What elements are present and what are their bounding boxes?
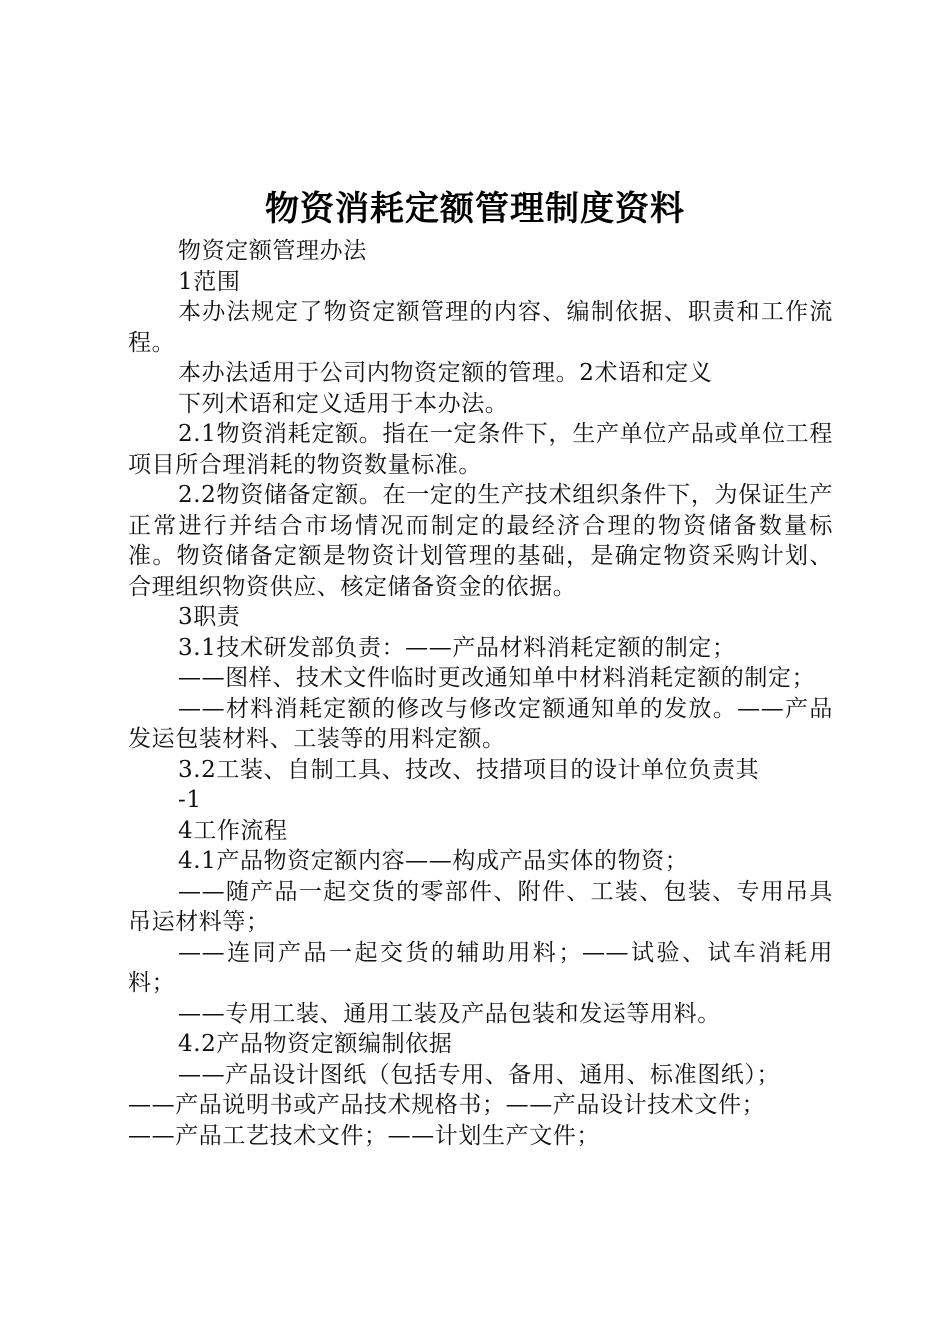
paragraph: ——图样、技术文件临时更改通知单中材料消耗定额的制定； xyxy=(178,665,816,691)
paragraph: 4.1产品物资定额内容——构成产品实体的物资； xyxy=(178,848,689,874)
paragraph: ——随产品一起交货的零部件、附件、工装、包装、专用吊具吊运材料等； xyxy=(128,878,833,935)
paragraph: 3.2工装、自制工具、技改、技措项目的设计单位负责其 xyxy=(178,756,760,783)
paragraph: 2.1物资消耗定额。指在一定条件下，生产单位产品或单位工程项目所合理消耗的物资数量标准。 xyxy=(128,421,833,478)
paragraph: 本办法适用于公司内物资定额的管理。2术语和定义 xyxy=(178,360,713,386)
document-body xyxy=(128,236,833,1151)
paragraph: ——产品设计图纸（包括专用、备用、通用、标准图纸）； xyxy=(178,1061,781,1088)
paragraph: ——专用工装、通用工装及产品包装和发运等用料。 xyxy=(178,1000,721,1027)
paragraph: 2.2物资储备定额。在一定的生产技术组织条件下，为保证生产正常进行并结合市场情况而制定的最经济合理的物资储备数量标准。物资储备定额是物资计划管理的基础，是确定物资采购计划、合理组织物资供应、核定储备资金的依据。 xyxy=(128,482,833,600)
paragraph: 下列术语和定义适用于本办法。 xyxy=(178,390,509,417)
paragraph: 3.1技术研发部负责：——产品材料消耗定额的制定； xyxy=(178,634,736,661)
paragraph: 本办法规定了物资定额管理的内容、编制依据、职责和工作流程。 xyxy=(128,299,833,356)
paragraph: 物资定额管理办法 xyxy=(178,238,367,264)
document-title: 物资消耗定额管理制度资料 xyxy=(265,189,685,229)
page-number: -1 xyxy=(178,787,202,813)
section-heading: 1范围 xyxy=(178,268,241,295)
paragraph: ——产品工艺技术文件；——计划生产文件； xyxy=(128,1122,600,1149)
paragraph: ——产品说明书或产品技术规格书；——产品设计技术文件； xyxy=(128,1092,766,1118)
section-heading: 4工作流程 xyxy=(178,817,288,844)
paragraph: 4.2产品物资定额编制依据 xyxy=(178,1031,453,1057)
paragraph: ——连同产品一起交货的辅助用料；——试验、试车消耗用料； xyxy=(128,939,833,996)
paragraph: ——材料消耗定额的修改与修改定额通知单的发放。——产品发运包装材料、工装等的用料定额。 xyxy=(128,695,833,752)
section-heading: 3职责 xyxy=(178,604,241,630)
